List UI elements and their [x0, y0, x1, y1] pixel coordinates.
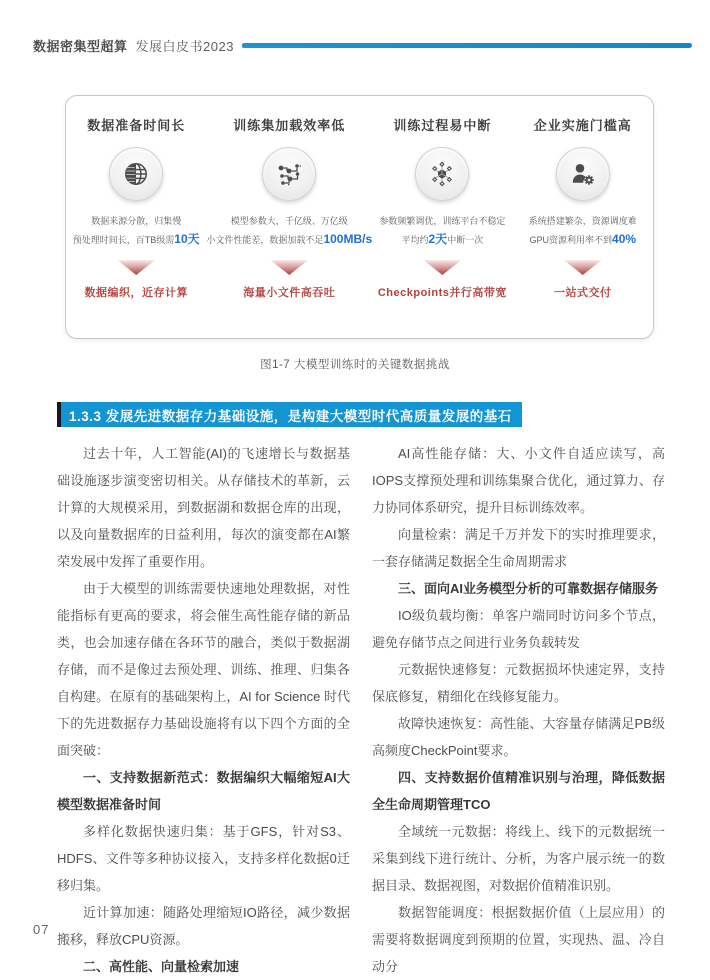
challenge-tag: 数据编织，近存计算: [84, 287, 188, 299]
down-arrow-icon: [270, 260, 308, 275]
body-subheading: 三、面向AI业务模型分析的可靠数据存储服务: [398, 581, 659, 596]
data-globe-icon: [122, 160, 150, 188]
page-number: 07: [33, 922, 50, 937]
icon-circle: [262, 147, 316, 201]
desc-line-2: GPU资源利用率不到40%: [529, 232, 637, 246]
challenge-columns: [66, 96, 653, 338]
icon-circle: [556, 147, 610, 201]
icon-circle: [109, 147, 163, 201]
desc-highlight: 40%: [612, 232, 637, 246]
challenge-title: 数据准备时间长: [87, 118, 186, 133]
challenge-tag: 海量小文件高吞吐: [243, 287, 336, 299]
body-subheading: 四、支持数据价值精准识别与治理，降低数据全生命周期管理TCO: [372, 770, 665, 812]
desc-line-1: 数据来源分散，归集慢: [91, 216, 182, 226]
desc-highlight: 10天: [174, 232, 200, 246]
challenge-tag: Checkpoints并行高带宽: [377, 287, 507, 299]
body-subheading: 二、高性能、向量检索加速: [83, 959, 240, 974]
body-paragraph: 向量检索：满足千万并发下的实时推理要求，一套存储满足数据全生命周期需求: [372, 527, 665, 569]
challenge-title: 企业实施门槛高: [533, 118, 632, 133]
body-paragraph: 多样化数据快速归集：基于GFS，针对S3、HDFS、文件等多种协议接入，支持多样化数据0迁移归集。: [57, 824, 350, 893]
body-paragraph: 全域统一元数据：将线上、线下的元数据统一采集到线下进行统计、分析，为客户展示统一的数据目录、数据视图，对数据价值精准识别。: [372, 824, 665, 893]
body-paragraph: 数据智能调度：根据数据价值（上层应用）的需要将数据调度到预期的位置，实现热、温、冷自动分: [372, 905, 665, 974]
challenge-title: 训练集加载效率低: [233, 118, 346, 133]
challenge-column: [372, 115, 512, 338]
body-paragraph: AI高性能存储：大、小文件自适应读写，高IOPS支撑预处理和训练集聚合优化，通过算力、存力协同体系研究，提升目标训练效率。: [372, 446, 665, 515]
figure-caption: 图1-7 大模型训练时的关键数据挑战: [260, 359, 450, 371]
desc-line-2: 预处理时间长，百TB级需10天: [72, 232, 200, 246]
challenge-figure-box: [65, 95, 654, 339]
body-columns: [57, 440, 665, 980]
desc-line-1: 系统搭建繁杂，资源调度难: [528, 216, 637, 226]
body-paragraph: 元数据快速修复：元数据损坏快速定界，支持保底修复，精细化在线修复能力。: [372, 662, 665, 704]
user-gear-icon: [569, 160, 597, 188]
circuit-nodes-icon: [275, 160, 303, 188]
section-heading-text: 1.3.3 发展先进数据存力基础设施，是构建大模型时代高质量发展的基石: [61, 402, 522, 427]
body-paragraph: 由于大模型的训练需要快速地处理数据，对性能指标有更高的要求，将会催生高性能存储的新品类，也会加速存储在各环节的融合，类似于数据湖存储，而不是像过去预处理、训练、推理、归集各自构建。在原有的基础架构上，AI for Science 时代下的先进数据存力基础设施将有以下四个方面的全面突破：: [57, 581, 350, 758]
body-column-left: [57, 440, 350, 980]
header-title-bold: 数据密集型超算: [33, 39, 128, 54]
icon-circle: [415, 147, 469, 201]
body-subheading: 一、支持数据新范式：数据编织大幅缩短AI大模型数据准备时间: [57, 770, 350, 812]
doc-header: [33, 36, 692, 55]
desc-highlight: 100MB/s: [323, 232, 373, 246]
challenge-tag: 一站式交付: [554, 287, 612, 299]
header-title-regular: 发展白皮书2023: [135, 39, 234, 54]
challenge-description: [66, 212, 206, 248]
body-paragraph: 近计算加速：随路处理缩短IO路径，减少数据搬移，释放CPU资源。: [57, 905, 350, 947]
challenge-description: [513, 212, 653, 248]
body-paragraph: 过去十年，人工智能(AI)的飞速增长与数据基础设施逐步演变密切相关。从存储技术的革新，云计算的大规模采用，到数据湖和数据仓库的出现，以及向量数据库的日益利用，每次的演变都在AI繁荣发展中发挥了重要作用。: [57, 446, 350, 569]
body-paragraph: IO级负载均衡：单客户端同时访问多个节点，避免存储节点之间进行业务负载转发: [372, 608, 665, 650]
header-accent-bar: [242, 43, 692, 48]
desc-line-1: 参数频繁调优，训练平台不稳定: [379, 216, 506, 226]
desc-line-2: 平均约2天中断一次: [401, 232, 484, 246]
challenge-column: [206, 115, 372, 338]
challenge-title: 训练过程易中断: [393, 118, 492, 133]
down-arrow-icon: [117, 260, 155, 275]
challenge-description: [206, 212, 372, 248]
body-paragraph: 故障快速恢复：高性能、大容量存储满足PB级高频度CheckPoint要求。: [372, 716, 665, 758]
down-arrow-icon: [564, 260, 602, 275]
challenge-column: [513, 115, 653, 338]
challenge-column: [66, 115, 206, 338]
desc-line-2: 小文件性能差，数据加载不足100MB/s: [206, 232, 373, 246]
challenge-description: [372, 212, 512, 248]
down-arrow-icon: [423, 260, 461, 275]
section-heading-bar: [57, 402, 522, 427]
desc-line-1: 模型参数大，千亿级、万亿级: [230, 216, 348, 226]
distributed-cube-icon: [428, 160, 456, 188]
desc-highlight: 2天: [428, 232, 448, 246]
body-column-right: [372, 440, 665, 980]
